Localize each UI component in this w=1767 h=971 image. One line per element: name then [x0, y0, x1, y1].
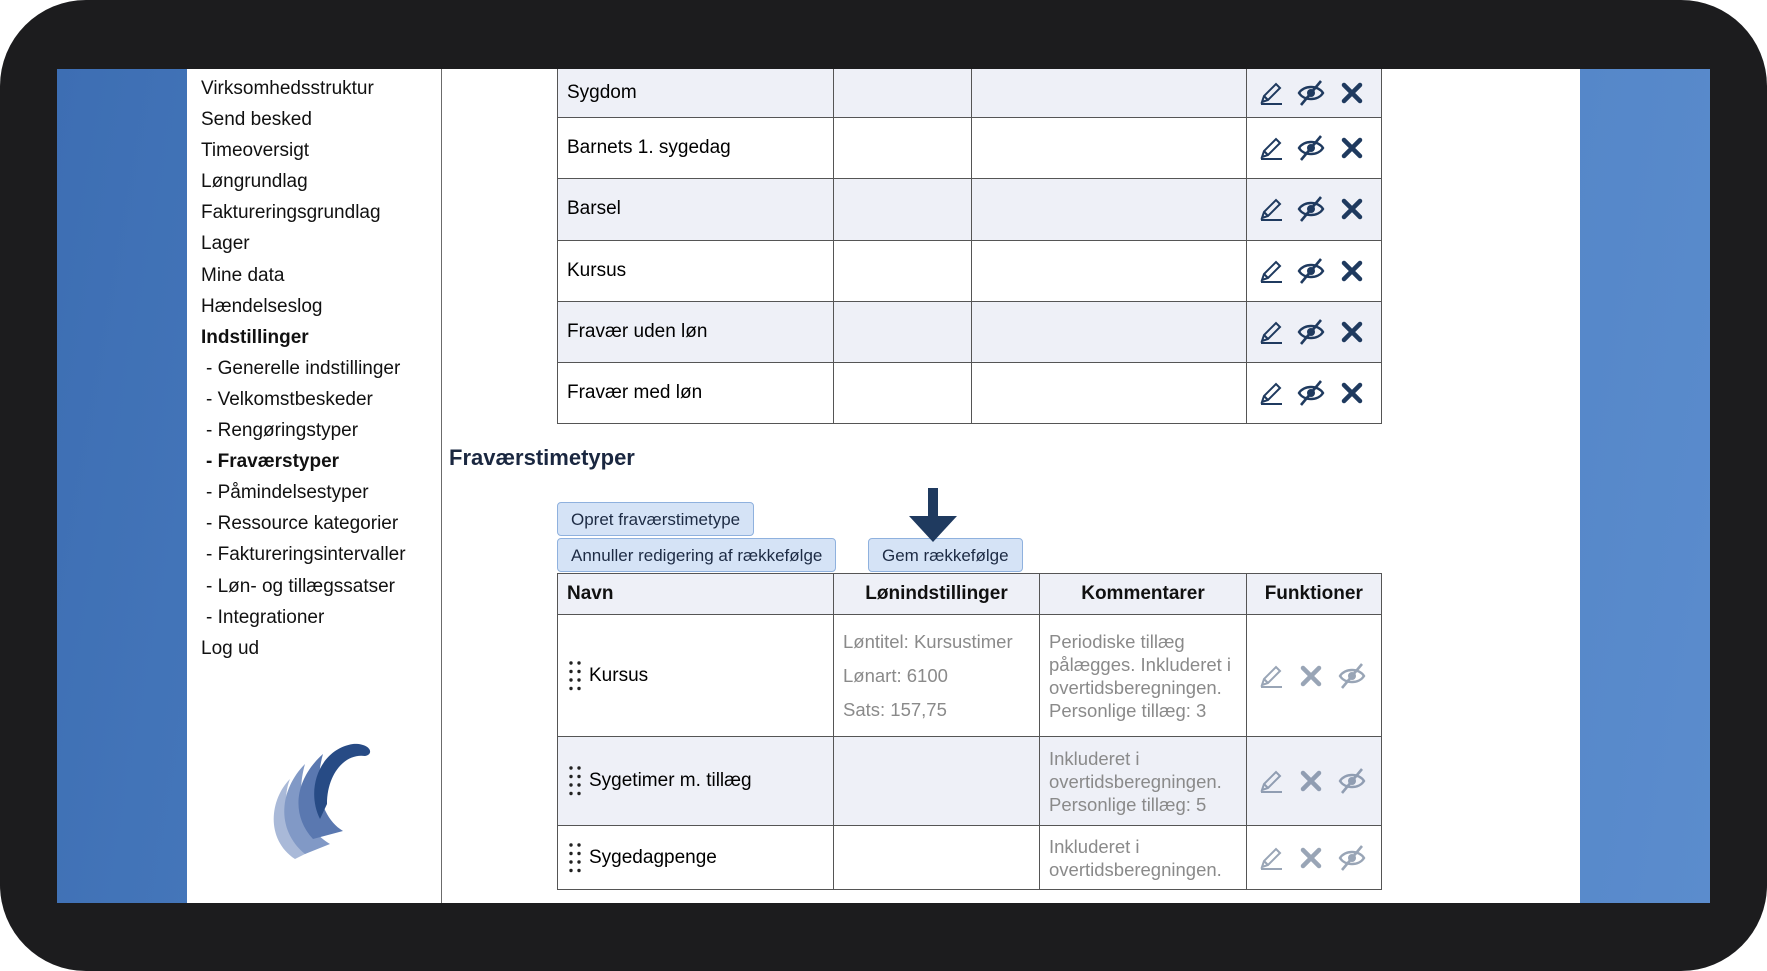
sidebar-item-send-besked[interactable]: Send besked — [201, 109, 312, 131]
close-icon[interactable] — [1337, 133, 1367, 163]
screen — [57, 69, 1710, 903]
sidebar-item-lager[interactable]: Lager — [201, 233, 250, 255]
eye-slash-icon[interactable] — [1337, 766, 1367, 796]
pencil-icon[interactable] — [1256, 378, 1286, 408]
row-actions — [1247, 615, 1382, 737]
drag-handle-icon[interactable] — [567, 841, 583, 875]
salary-settings — [834, 737, 1040, 826]
row-actions — [1247, 179, 1382, 240]
main-content — [449, 69, 1569, 903]
row-actions — [1247, 69, 1382, 118]
hour-type-name: Sygedagpenge — [589, 846, 717, 868]
sidebar-item-faktureringsgrundlag[interactable]: Faktureringsgrundlag — [201, 202, 381, 224]
comment: Periodiske tillæg pålægges. Inkluderet i overtidsberegningen. Personlige tillæg: 3 — [1040, 615, 1247, 737]
sidebar-item-loen-og-tillaegssatser[interactable]: - Løn- og tillægssatser — [206, 575, 396, 597]
eye-slash-icon[interactable] — [1337, 843, 1367, 873]
absence-types-table — [557, 69, 1382, 424]
table-header-row — [558, 574, 1382, 615]
hour-type-name: Sygetimer m. tillæg — [589, 770, 752, 792]
row-actions — [1247, 363, 1382, 424]
row-actions — [1247, 826, 1382, 890]
sidebar — [187, 69, 442, 903]
comment: Inkluderet i overtidsberegningen. Personlige tillæg: 5 — [1040, 737, 1247, 826]
table-row — [558, 363, 1382, 424]
pencil-icon[interactable] — [1256, 194, 1286, 224]
hour-type-name: Kursus — [589, 664, 649, 686]
pencil-icon[interactable] — [1256, 766, 1286, 796]
sidebar-item-velkomstbeskeder[interactable]: - Velkomstbeskeder — [206, 388, 373, 410]
row-actions — [1247, 118, 1382, 179]
cancel-order-edit-button[interactable]: Annuller redigering af rækkefølge — [557, 538, 836, 572]
sidebar-item-paamindelsestyper[interactable]: - Påmindelsestyper — [206, 482, 369, 504]
sidebar-item-log-ud[interactable]: Log ud — [201, 637, 260, 659]
table-row — [558, 826, 1382, 890]
sidebar-item-integrationer[interactable]: - Integrationer — [206, 606, 325, 628]
table-row — [558, 301, 1382, 362]
pencil-icon[interactable] — [1256, 78, 1286, 108]
sidebar-item-longrundlag[interactable]: Løngrundlag — [201, 171, 308, 193]
column-header-salary: Lønindstillinger — [834, 574, 1040, 615]
eye-slash-icon[interactable] — [1296, 378, 1326, 408]
table-row — [558, 240, 1382, 301]
section-title: Fraværstimetyper — [449, 445, 635, 470]
close-icon[interactable] — [1337, 378, 1367, 408]
table-row — [558, 69, 1382, 118]
sidebar-item-faktureringsintervaller[interactable]: - Faktureringsintervaller — [206, 544, 406, 566]
salary-settings: Løntitel: Kursustimer Lønart: 6100 Sats: 157,75 — [834, 615, 1040, 737]
absence-type-name: Fravær uden løn — [558, 301, 834, 362]
close-icon[interactable] — [1337, 256, 1367, 286]
table-row — [558, 615, 1382, 737]
sidebar-item-haendelseslog[interactable]: Hændelseslog — [201, 295, 323, 317]
sidebar-item-timeoversigt[interactable]: Timeoversigt — [201, 140, 310, 162]
absence-type-name: Sygdom — [558, 69, 834, 118]
save-order-button[interactable]: Gem rækkefølge — [868, 538, 1023, 572]
row-actions — [1247, 737, 1382, 826]
absence-type-name: Fravær med løn — [558, 363, 834, 424]
table-row — [558, 737, 1382, 826]
sidebar-item-indstillinger[interactable]: Indstillinger — [201, 326, 309, 348]
close-icon[interactable] — [1296, 661, 1326, 691]
eye-slash-icon[interactable] — [1296, 317, 1326, 347]
eye-slash-icon[interactable] — [1337, 661, 1367, 691]
table-row — [558, 118, 1382, 179]
eye-slash-icon[interactable] — [1296, 78, 1326, 108]
pencil-icon[interactable] — [1256, 843, 1286, 873]
column-header-functions: Funktioner — [1247, 574, 1382, 615]
arrow-down-icon — [907, 488, 959, 546]
drag-handle-icon[interactable] — [567, 764, 583, 798]
column-header-comments: Kommentarer — [1040, 574, 1247, 615]
eye-slash-icon[interactable] — [1296, 256, 1326, 286]
eye-slash-icon[interactable] — [1296, 194, 1326, 224]
drag-handle-icon[interactable] — [567, 659, 583, 693]
close-icon[interactable] — [1337, 78, 1367, 108]
pencil-icon[interactable] — [1256, 133, 1286, 163]
create-absence-hour-type-button[interactable]: Opret fraværstimetype — [557, 502, 754, 536]
sidebar-item-fravaerstyper[interactable]: - Fraværstyper — [206, 451, 340, 473]
pencil-icon[interactable] — [1256, 661, 1286, 691]
salary-settings — [834, 826, 1040, 890]
pencil-icon[interactable] — [1256, 317, 1286, 347]
absence-type-name: Barsel — [558, 179, 834, 240]
sidebar-nav — [201, 73, 406, 664]
column-header-name: Navn — [558, 574, 834, 615]
close-icon[interactable] — [1337, 317, 1367, 347]
sidebar-item-generelle-indstillinger[interactable]: - Generelle indstillinger — [206, 357, 401, 379]
sidebar-item-virksomhedsstruktur[interactable]: Virksomhedsstruktur — [201, 78, 374, 99]
comment: Inkluderet i overtidsberegningen. — [1040, 826, 1247, 890]
close-icon[interactable] — [1337, 194, 1367, 224]
app-page — [187, 69, 1580, 903]
absence-hour-types-table — [557, 573, 1382, 890]
absence-type-name: Kursus — [558, 240, 834, 301]
close-icon[interactable] — [1296, 843, 1326, 873]
close-icon[interactable] — [1296, 766, 1326, 796]
pencil-icon[interactable] — [1256, 256, 1286, 286]
eye-slash-icon[interactable] — [1296, 133, 1326, 163]
table-row — [558, 179, 1382, 240]
sidebar-item-mine-data[interactable]: Mine data — [201, 264, 285, 286]
absence-type-name: Barnets 1. sygedag — [558, 118, 834, 179]
sidebar-item-ressource-kategorier[interactable]: - Ressource kategorier — [206, 513, 399, 535]
logo-icon — [235, 709, 395, 889]
row-actions — [1247, 301, 1382, 362]
row-actions — [1247, 240, 1382, 301]
sidebar-item-rengoeringstyper[interactable]: - Rengøringstyper — [206, 420, 359, 442]
